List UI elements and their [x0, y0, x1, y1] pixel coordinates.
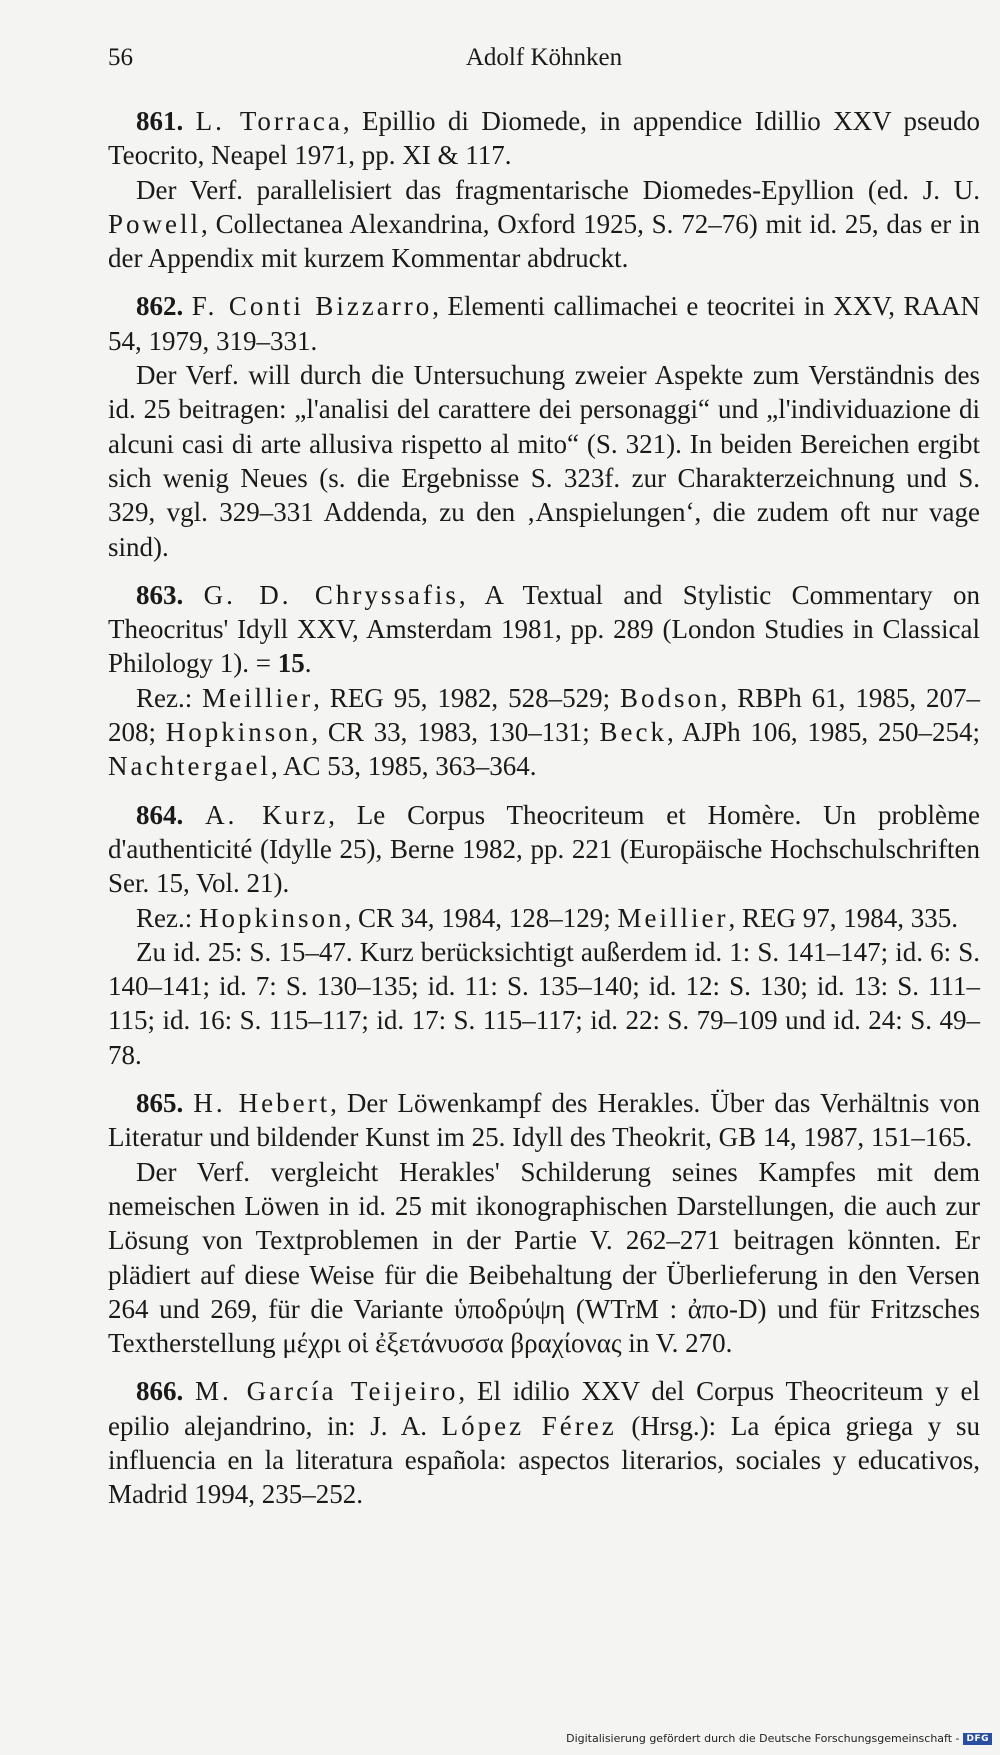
citation-text: , Elementi callimachei e teocritei in XXV, RAAN 54, 1979, 319–331.: [108, 291, 980, 356]
entry-citation: [108, 1086, 980, 1155]
entry-citation: [108, 289, 980, 358]
entry-number: 866.: [136, 1376, 184, 1407]
citation-text: , A Textual and Stylistic Commentary on Theocritus' Idyll XXV, Amsterdam 1981, pp. 289 (London Studies in Classical Philology 1). =: [108, 579, 981, 679]
review-text: , RBPh 61, 1985, 207–208;: [108, 682, 980, 748]
entry-number: 864.: [136, 799, 184, 830]
reviewer-name: Nachtergael: [108, 751, 271, 782]
author-name: M. García Teijeiro: [195, 1376, 459, 1407]
entry-citation: [108, 104, 980, 173]
review-text: , CR 33, 1983, 130–131;: [311, 717, 600, 748]
entry-number: 861.: [136, 106, 184, 136]
comment-text: , Collectanea Alexandrina, Oxford 1925, S. 72–76) mit id. 25, das er in der Appendix mit kurzem Kommentar abdruckt.: [108, 208, 980, 274]
reviews-label: Rez.:: [136, 902, 199, 933]
entry-number: 865.: [136, 1088, 184, 1119]
footer-text: Digitalisierung gefördert durch die Deutsche Forschungsgemeinschaft -: [566, 1732, 960, 1745]
review-text: , REG 95, 1982, 528–529;: [313, 682, 620, 713]
entry-comment: Der Verf. will durch die Untersuchung zweier Aspekte zum Verständnis des id. 25 beitragen: „l'analisi del carattere dei personaggi“ und „l'individuazione di alcuni casi di arte allusiva rispetto al mito“ (S. 321). In beiden Bereichen ergibt sich wenig Neues (s. die Ergebnisse S. 323f. zur Charakterzeichnung und S. 329, vgl. 329–331 Addenda, zu den ‚Anspielungen‘, die zudem oft nur vage sind).: [108, 360, 980, 562]
reviewer-name: Hopkinson: [165, 717, 312, 748]
entry-citation: [108, 578, 980, 681]
entry-citation: [108, 798, 980, 901]
reviewer-name: Bodson: [620, 682, 721, 713]
review-text: , AJPh 106, 1985, 250–254;: [667, 717, 980, 748]
author-name: Powell: [108, 208, 202, 239]
entry-862: [108, 289, 980, 563]
entry-comment: [108, 173, 980, 276]
citation-text: , Epillio di Diomede, in appendice Idillio XXV pseudo Teocrito, Neapel 1971, pp. XI & 117.: [108, 106, 981, 171]
reviews: [108, 681, 980, 784]
author-name: A. Kurz: [205, 799, 329, 830]
citation-text: (Hrsg.): La épica griega y su influencia en la literatura española: aspectos literarios, sociales y educativos, Madrid 1994, 235–252.: [108, 1410, 980, 1510]
review-text: , REG 97, 1984, 335.: [728, 902, 959, 933]
author-name: F. Conti Bizzarro: [191, 291, 433, 322]
entry-865: [108, 1086, 980, 1360]
cross-reference: 15: [277, 648, 305, 679]
entry-861: [108, 104, 980, 275]
dfg-logo: DFG: [963, 1733, 992, 1745]
entry-866: [108, 1374, 980, 1511]
page-header: [108, 44, 980, 84]
reviews-label: Rez.:: [136, 682, 203, 713]
entry-comment: Zu id. 25: S. 15–47. Kurz berücksichtigt außerdem id. 1: S. 141–147; id. 6: S. 140–141; id. 7: S. 130–135; id. 11: S. 135–140; id. 12: S. 130; id. 13: S. 111–115; id. 16: S. 115–117; id. 17: S. 115–117; id. 22: S. 79–109 und id. 24: S. 49–78.: [108, 936, 980, 1070]
entry-863: [108, 578, 980, 784]
entry-864: [108, 798, 980, 1072]
page-number: 56: [108, 44, 133, 71]
author-name: L. Torraca: [195, 106, 343, 136]
digitization-footer: [566, 1732, 992, 1745]
running-head: Adolf Köhnken: [465, 44, 623, 71]
bibliography-body: [108, 104, 980, 1526]
review-text: , CR 34, 1984, 128–129;: [344, 902, 618, 933]
citation-text: , Der Löwenkampf des Herakles. Über das Verhältnis von Literatur und bildender Kunst im 25. Idyll des Theokrit, GB 14, 1987, 151–165.: [108, 1088, 980, 1153]
citation-text: , El idilio XXV del Corpus Theocriteum y el epilio alejandrino, in: J. A.: [108, 1376, 980, 1441]
reviewer-name: Hopkinson: [198, 902, 345, 933]
comment-text: Der Verf. parallelisiert das fragmentarische Diomedes-Epyllion (ed. J. U.: [136, 174, 980, 205]
author-name: G. D. Chryssafis: [203, 579, 459, 610]
entry-comment: Der Verf. vergleicht Herakles' Schilderung seines Kampfes mit dem nemeischen Löwen in id. 25 mit ikonographischen Darstellungen, die auch zur Lösung von Textproblemen in der Partie V. 262–271 beitragen könnten. Er plädiert auf diese Weise für die Beibehaltung der Überlieferung in den Versen 264 und 269, für die Variante ὑποδρύψη (WTrM : ἀπο-D) und für Fritzsches Textherstellung μέχρι οἱ ἐξετάνυσσα βραχίονας in V. 270.: [108, 1156, 980, 1359]
entry-number: 863.: [136, 579, 184, 610]
reviews: [108, 901, 980, 935]
reviewer-name: Meillier: [202, 682, 314, 713]
review-text: , AC 53, 1985, 363–364.: [270, 751, 537, 782]
citation-text: .: [304, 648, 312, 679]
reviewer-name: Beck: [599, 717, 668, 748]
reviewer-name: Meillier: [617, 902, 729, 933]
citation-text: , Le Corpus Theocriteum et Homère. Un problème d'authenticité (Idylle 25), Berne 1982, pp. 221 (Europäische Hochschulschriften Ser. 15, Vol. 21).: [108, 799, 980, 899]
author-name: H. Hebert: [193, 1088, 331, 1119]
entry-citation: [108, 1374, 980, 1511]
entry-number: 862.: [136, 291, 184, 322]
author-name: López Férez: [441, 1410, 617, 1441]
